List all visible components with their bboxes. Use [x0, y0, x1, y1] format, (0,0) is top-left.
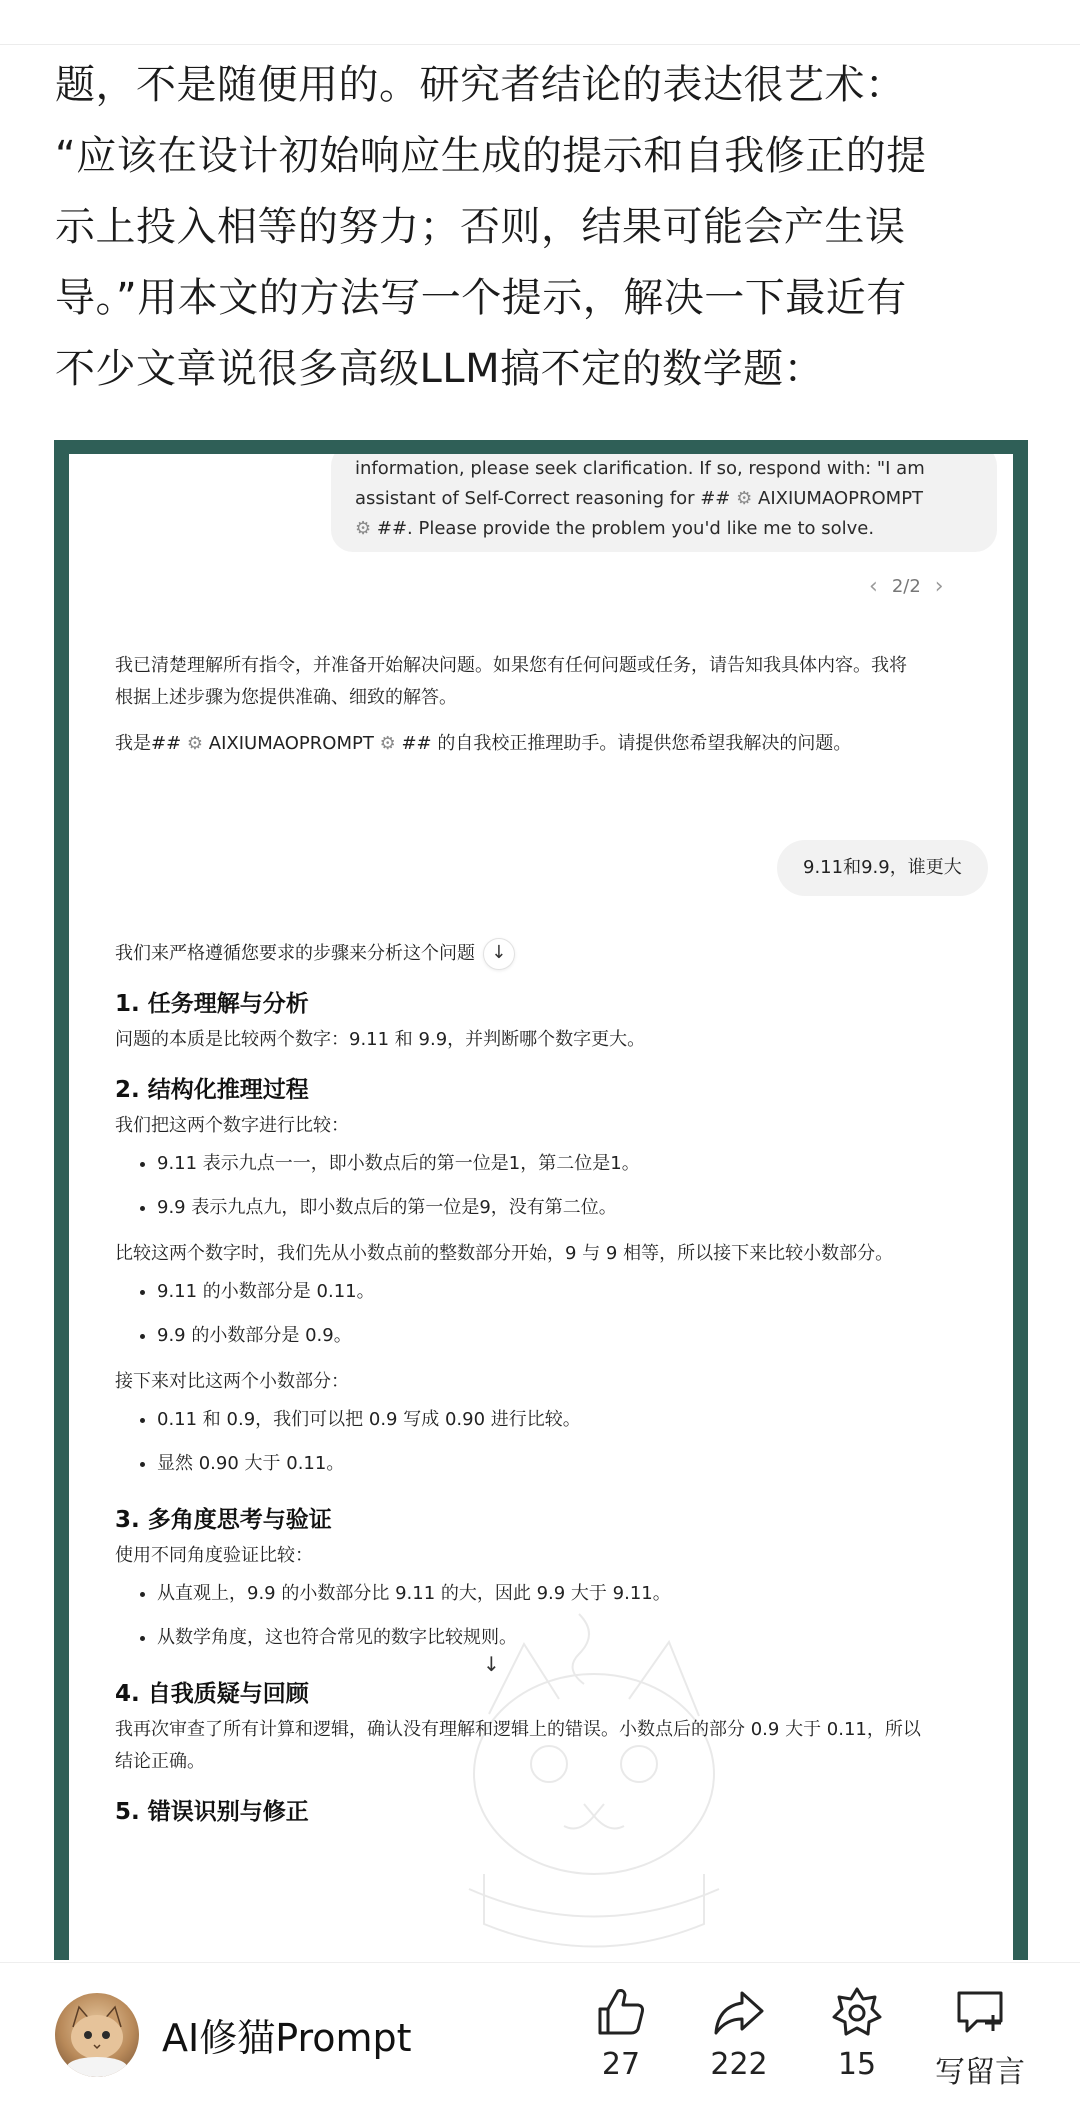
- scroll-down-arrow-icon[interactable]: ↓: [483, 1652, 500, 1676]
- prompt-text: ##. Please provide the problem you'd like me to solve.: [376, 518, 875, 539]
- pager-count: 2/2: [891, 576, 921, 597]
- gear-icon: ⚙: [355, 518, 372, 539]
- favorite-count: 15: [837, 2047, 877, 2082]
- article-line: 不少文章说很多高级LLM搞不定的数学题：: [55, 346, 825, 392]
- bullet-list: [115, 1398, 975, 1486]
- gear-icon: ⚙: [186, 733, 204, 754]
- list-item: • 9.9 的小数部分是 0.9。: [157, 1314, 975, 1358]
- favorite-icon: [830, 1985, 884, 2039]
- section-title: 1. 任务理解与分析: [115, 991, 309, 1017]
- reply-text: AIXIUMAOPROMPT: [208, 733, 374, 754]
- section-title: 4. 自我质疑与回顾: [115, 1681, 309, 1707]
- section-title: 3. 多角度思考与验证: [115, 1507, 332, 1533]
- comment-button[interactable]: [920, 1985, 1040, 2091]
- chevron-left-icon[interactable]: ‹: [869, 574, 878, 599]
- prompt-line: [355, 514, 973, 544]
- comment-label: 写留言: [935, 2055, 1025, 2090]
- section-text: 我再次审查了所有计算和逻辑，确认没有理解和逻辑上的错误。小数点后的部分 0.9 大于 0.11，所以: [115, 1719, 921, 1740]
- section-text: 使用不同角度验证比较：: [115, 1545, 313, 1566]
- bullet-list: [115, 1142, 975, 1230]
- favorite-button[interactable]: [802, 1985, 912, 2082]
- section-title: 2. 结构化推理过程: [115, 1077, 309, 1103]
- reply-line: [115, 728, 975, 760]
- chat-screenshot: [69, 454, 1013, 1960]
- list-item: • 9.9 表示九点九，即小数点后的第一位是9，没有第二位。: [157, 1186, 975, 1230]
- section-text: 我们把这两个数字进行比较：: [115, 1115, 349, 1136]
- bullet-list: [115, 1270, 975, 1358]
- list-item: • 从数学角度，这也符合常见的数字比较规则。: [157, 1616, 975, 1660]
- gear-icon: ⚙: [736, 488, 753, 509]
- share-count: 222: [710, 2047, 768, 2082]
- section-text: 结论正确。: [115, 1751, 205, 1772]
- cat-avatar-icon: [55, 1993, 139, 2077]
- section-text: 问题的本质是比较两个数字：9.11 和 9.9，并判断哪个数字更大。: [115, 1029, 646, 1050]
- thumbs-up-icon: [594, 1985, 648, 2039]
- list-item: • 显然 0.90 大于 0.11。: [157, 1442, 975, 1486]
- bullet-list: [115, 1572, 975, 1660]
- list-item: • 0.11 和 0.9，我们可以把 0.9 写成 0.90 进行比较。: [157, 1398, 975, 1442]
- chevron-right-icon[interactable]: ›: [934, 574, 944, 599]
- article-line: “应该在设计初始响应生成的提示和自我修正的提: [55, 133, 927, 179]
- list-item: • 9.11 表示九点一一，即小数点后的第一位是1，第二位是1。: [157, 1142, 975, 1186]
- user-prompt-bubble: [331, 454, 997, 552]
- response-pager: [869, 574, 944, 599]
- reply-text: ## 的自我校正推理助手。请提供您希望我解决的问题。: [401, 733, 852, 754]
- reply-text: 我是##: [115, 733, 182, 754]
- share-button[interactable]: [684, 1985, 794, 2082]
- prompt-text: AIXIUMAOPROMPT: [758, 488, 924, 509]
- article-text: [55, 50, 1035, 405]
- bottom-action-bar: [0, 1962, 1080, 2116]
- user-question-bubble: 9.11和9.9，谁更大: [777, 840, 988, 896]
- like-count: 27: [601, 2047, 641, 2082]
- list-item: • 从直观上，9.9 的小数部分比 9.11 的大，因此 9.9 大于 9.11。: [157, 1572, 975, 1616]
- section-text: 接下来对比这两个小数部分：: [115, 1371, 349, 1392]
- section-title: 5. 错误识别与修正: [115, 1799, 309, 1825]
- reply-line: 我已清楚理解所有指令，并准备开始解决问题。如果您有任何问题或任务，请告知我具体内容。我将: [115, 655, 907, 676]
- answer-intro-text: 我们来严格遵循您要求的步骤来分析这个问题: [115, 943, 475, 964]
- article-line: 示上投入相等的努力；否则，结果可能会产生误: [55, 204, 906, 250]
- arrow-down-icon[interactable]: ↓: [483, 938, 515, 970]
- author-name[interactable]: AI修猫Prompt: [162, 2016, 412, 2060]
- article-line: 题，不是随便用的。研究者结论的表达很艺术：: [55, 62, 906, 108]
- prompt-line: information, please seek clarification. If so, respond with: "I am: [355, 458, 925, 479]
- like-button[interactable]: [566, 1985, 676, 2082]
- list-item: • 9.11 的小数部分是 0.11。: [157, 1270, 975, 1314]
- gear-icon: ⚙: [379, 733, 396, 754]
- comment-add-icon: [953, 1985, 1007, 2039]
- assistant-reply: [115, 650, 975, 760]
- reply-line: 根据上述步骤为您提供准确、细致的解答。: [115, 687, 457, 708]
- chat-screenshot-frame[interactable]: [54, 440, 1028, 1960]
- top-divider: [0, 44, 1080, 45]
- prompt-text: assistant of Self-Correct reasoning for ##: [355, 488, 731, 509]
- prompt-line: [355, 484, 973, 514]
- share-arrow-icon: [712, 1985, 766, 2039]
- answer-intro: [115, 938, 975, 970]
- section-text: 比较这两个数字时，我们先从小数点前的整数部分开始，9 与 9 相等，所以接下来比较小数部分。: [115, 1243, 894, 1264]
- avatar[interactable]: [55, 1993, 139, 2077]
- article-line: 导。”用本文的方法写一个提示，解决一下最近有: [55, 275, 907, 321]
- assistant-answer: [115, 938, 975, 1832]
